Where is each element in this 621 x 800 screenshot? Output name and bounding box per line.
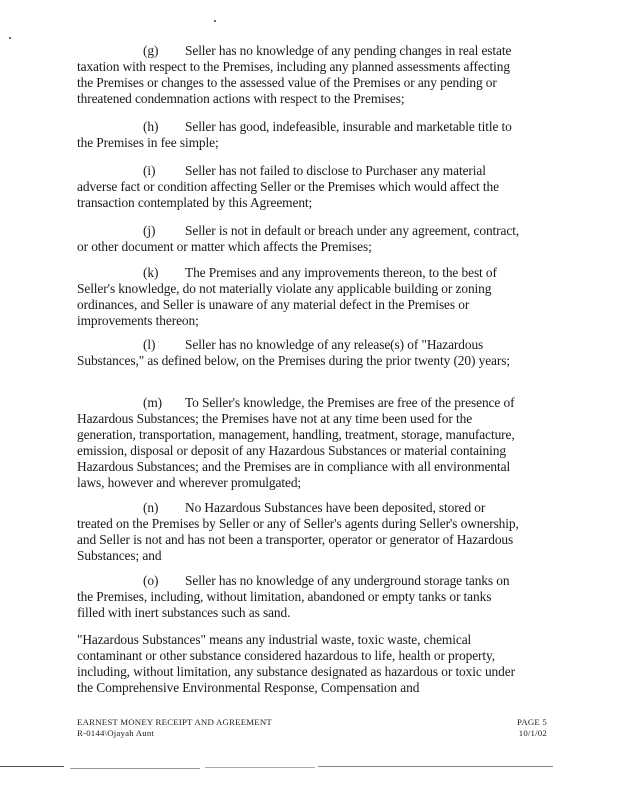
footer-page-number: PAGE 5 xyxy=(517,717,547,727)
scan-artifact-line xyxy=(0,766,64,767)
scan-artifact-line xyxy=(205,767,315,768)
footer-date: 10/1/02 xyxy=(518,728,547,738)
clause-marker: (h) xyxy=(143,119,159,134)
clause-marker: (j) xyxy=(143,223,156,238)
clause-marker: (m) xyxy=(143,395,163,410)
clause-k xyxy=(77,265,522,329)
clause-text: The Premises and any improvements thereon, to the best of Seller's knowledge, do not materially violate any applicable building or zoning ordinances, and Seller is unaware of any material defect in the Premises or improvements thereon; xyxy=(77,265,497,328)
clause-text: Seller is not in default or breach under any agreement, contract, or other document or matter which affects the Premises; xyxy=(77,223,520,254)
clause-text: Seller has no knowledge of any underground storage tanks on the Premises, including, without limitation, abandoned or empty tanks or tanks filled with inert substances such as sand. xyxy=(77,573,510,620)
clause-j xyxy=(77,223,522,255)
clause-text: Seller has good, indefeasible, insurable and marketable title to the Premises in fee simple; xyxy=(77,119,512,150)
scan-speck xyxy=(214,20,216,22)
clause-text: Seller has not failed to disclose to Purchaser any material adverse fact or condition affecting Seller or the Premises which would affect the transaction contemplated by this Agreement; xyxy=(77,163,499,210)
clause-text: To Seller's knowledge, the Premises are free of the presence of Hazardous Substances; the Premises have not at any time been used for the generation, transportation, management, handling, treatment, storage, manufacture, emission, disposal or deposit of any Hazardous Substances or material containing Hazardous Substances; and the Premises are in compliance with all environmental laws, however and wherever promulgated; xyxy=(77,395,515,490)
footer-document-title: EARNEST MONEY RECEIPT AND AGREEMENT xyxy=(77,717,272,727)
clause-o xyxy=(77,573,522,621)
definition-text: "Hazardous Substances" means any industrial waste, toxic waste, chemical contaminant or other substance considered hazardous to life, health or property, including, without limitation, any substance designated as hazardous or toxic under the Comprehensive Environmental Response, Compensation and xyxy=(77,632,515,695)
scan-artifact-line xyxy=(70,768,200,769)
clause-marker: (l) xyxy=(143,337,156,352)
clause-text: Seller has no knowledge of any pending changes in real estate taxation with respect to the Premises, including any planned assessments affecting the Premises or changes to the assessed value of the Premises or any pending or threatened condemnation actions with respect to the Premises; xyxy=(77,43,512,106)
clause-l xyxy=(77,337,522,369)
clause-text: Seller has no knowledge of any release(s) of "Hazardous Substances," as defined below, on the Premises during the prior twenty (20) years; xyxy=(77,337,510,368)
clause-marker: (g) xyxy=(143,43,159,58)
clause-n xyxy=(77,500,522,564)
scan-speck xyxy=(9,37,11,39)
clause-marker: (k) xyxy=(143,265,159,280)
clause-marker: (i) xyxy=(143,163,156,178)
clause-h xyxy=(77,119,522,151)
clause-g xyxy=(77,43,522,107)
footer-file-reference: R-0144\Ojayah Aunt xyxy=(77,728,155,738)
scan-artifact-line xyxy=(318,766,553,767)
clause-marker: (o) xyxy=(143,573,159,588)
clause-marker: (n) xyxy=(143,500,159,515)
clause-i xyxy=(77,163,522,211)
definition-paragraph xyxy=(77,632,522,696)
clause-text: No Hazardous Substances have been deposited, stored or treated on the Premises by Seller or any of Seller's agents during Seller's ownership, and Seller is not and has not been a transporter, operator or generator of Hazardous Substances; and xyxy=(77,500,519,563)
clause-m xyxy=(77,395,522,491)
